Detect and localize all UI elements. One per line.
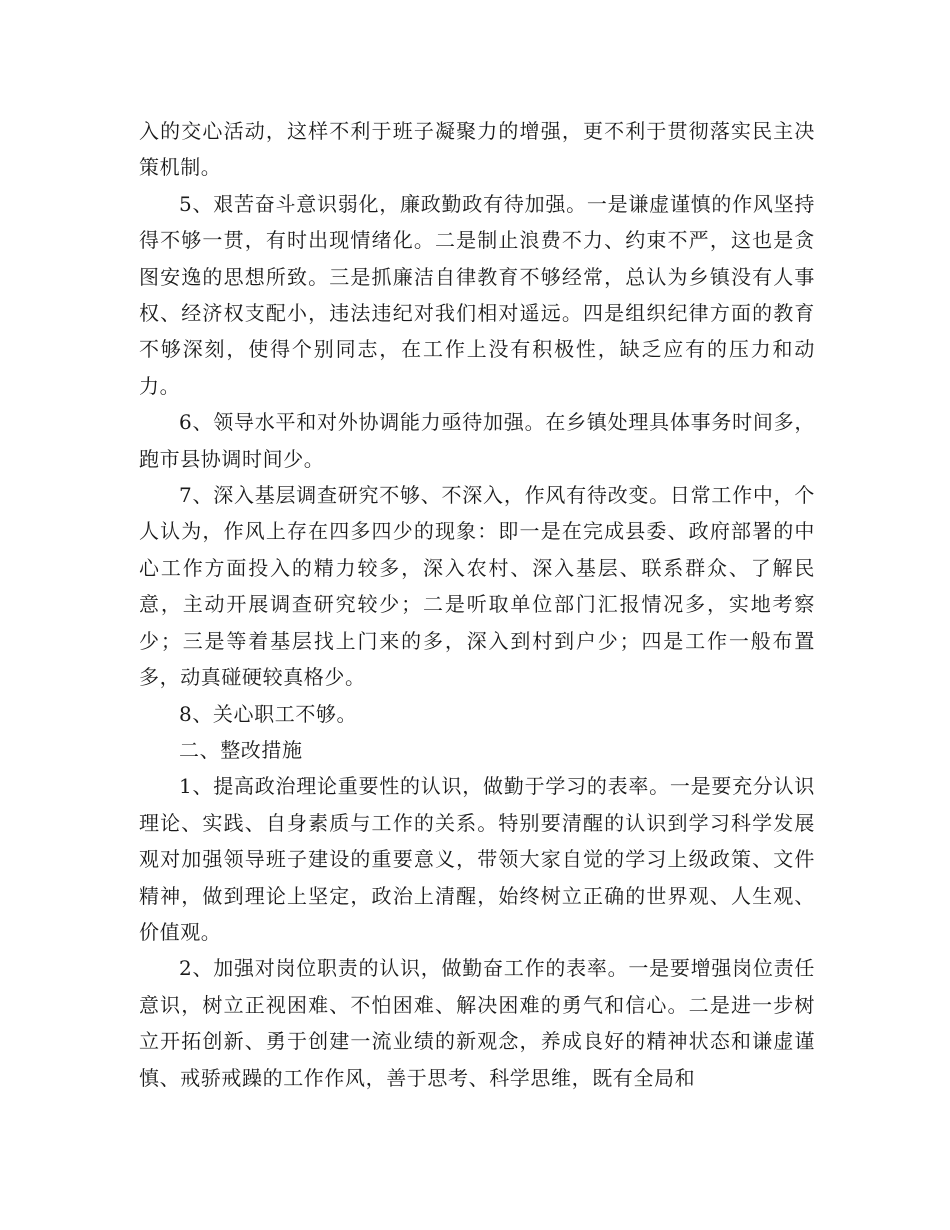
paragraph-item-7: 7、深入基层调查研究不够、不深入，作风有待改变。日常工作中，个人认为，作风上存在四多四少的现象：即一是在完成县委、政府部署的中心工作方面投入的精力较多，深入农村、深入基层、联系群众、了解民意，主动开展调查研究较少；二是听取单位部门汇报情况多，实地考察少；三是等着基层找上门来的多，深入到村到户少；四是工作一般布置多，动真碰硬较真格少。 bbox=[139, 483, 815, 690]
paragraph-item-5: 5、艰苦奋斗意识弱化，廉政勤政有待加强。一是谦虚谨慎的作风坚持得不够一贯，有时出现情绪化。二是制止浪费不力、约束不严，这也是贪图安逸的思想所致。三是抓廉洁自律教育不够经常，总认为乡镇没有人事权、经济权支配小，违法违纪对我们相对遥远。四是组织纪律方面的教育不够深刻，使得个别同志，在工作上没有积极性，缺乏应有的压力和动力。 bbox=[139, 191, 815, 398]
paragraph-measure-1: 1、提高政治理论重要性的认识，做勤于学习的表率。一是要充分认识理论、实践、自身素质与工作的关系。特别要清醒的认识到学习科学发展观对加强领导班子建设的重要意义，带领大家自觉的学习上级政策、文件精神，做到理论上坚定，政治上清醒，始终树立正确的世界观、人生观、价值观。 bbox=[139, 774, 815, 944]
paragraph-item-8: 8、关心职工不够。 bbox=[179, 701, 358, 726]
section-heading-rectification: 二、整改措施 bbox=[179, 737, 303, 762]
paragraph-measure-2: 2、加强对岗位职责的认识，做勤奋工作的表率。一是要增强岗位责任意识，树立正视困难、不怕困难、解决困难的勇气和信心。二是进一步树立开拓创新、勇于创建一流业绩的新观念，养成良好的精神状态和谦虚谨慎、戒骄戒躁的工作作风，善于思考、科学思维，既有全局和 bbox=[139, 956, 815, 1090]
document-body bbox=[139, 113, 815, 1096]
paragraph-continuation: 入的交心活动，这样不利于班子凝聚力的增强，更不利于贯彻落实民主决策机制。 bbox=[139, 119, 815, 180]
paragraph-item-6: 6、领导水平和对外协调能力亟待加强。在乡镇处理具体事务时间多，跑市县协调时间少。 bbox=[139, 410, 815, 471]
